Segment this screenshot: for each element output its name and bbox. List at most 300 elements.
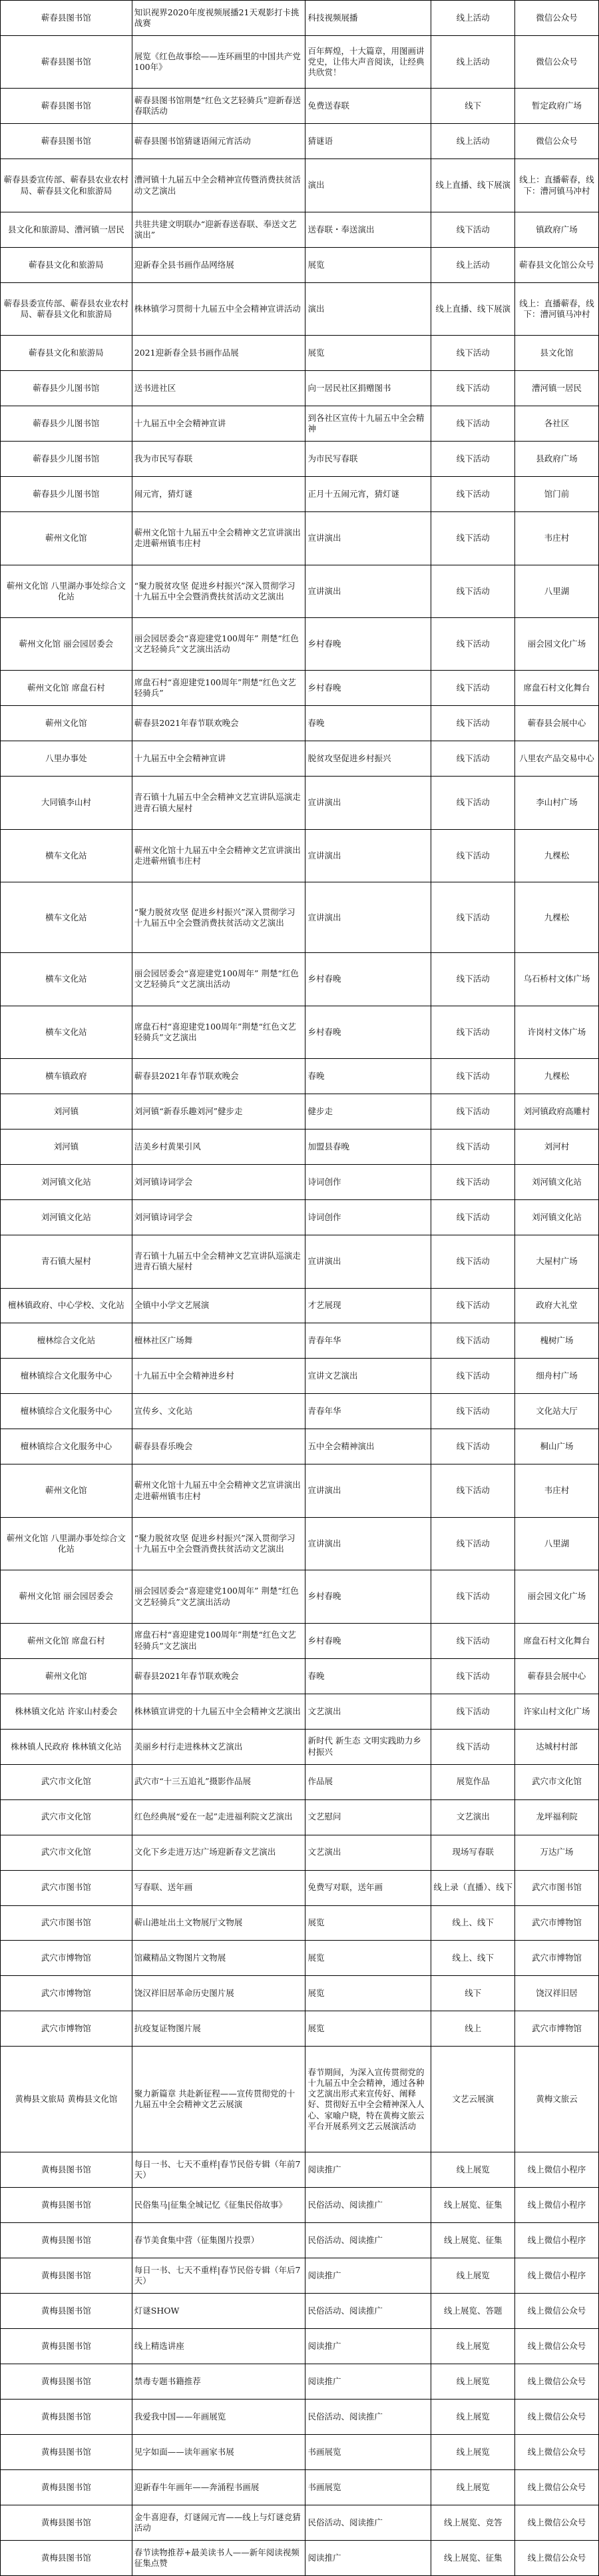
organizer-cell: 黄梅县图书馆	[1, 2435, 132, 2470]
organizer-cell: 武穴市文化馆	[1, 1765, 132, 1800]
activity-title-cell: 美丽乡村行走进株林文艺演出	[132, 1730, 306, 1765]
format-cell: 线下活动	[431, 1429, 515, 1464]
activity-title-cell: 漕河镇十九届五中全会精神宣传暨消费扶贫活动文艺演出	[132, 159, 306, 212]
venue-cell: 线上：直播蕲春，线下：漕河镇马冲村	[515, 283, 599, 336]
organizer-cell: 黄梅县图书馆	[1, 2188, 132, 2223]
venue-cell: 漕河镇一居民	[515, 371, 599, 406]
organizer-cell: 横车文化站	[1, 830, 132, 882]
format-cell: 线上活动	[431, 248, 515, 283]
content-cell: 宣讲演出	[305, 1235, 431, 1288]
activity-title-cell: 送书进社区	[132, 371, 306, 406]
activity-title-cell: 民俗集马|征集全城记忆《征集民俗故事》	[132, 2188, 306, 2223]
venue-cell: 线上微信小程序	[515, 2188, 599, 2223]
content-cell: 宣讲演出	[305, 1464, 431, 1517]
organizer-cell: 蕲春县图书馆	[1, 89, 132, 124]
venue-cell: 线上微信公众号	[515, 2470, 599, 2505]
organizer-cell: 蕲州文化馆 八里湖办事处综合文化站	[1, 565, 132, 618]
activity-title-cell: 抗疫复证物图片展	[132, 2011, 306, 2047]
activity-title-cell: 蕲春县图书馆荆楚“红色文艺轻骑兵”迎新春送春联活动	[132, 89, 306, 124]
organizer-cell: 檀林综合文化站	[1, 1323, 132, 1359]
content-cell: 青春年华	[305, 1394, 431, 1429]
content-cell: 春晚	[305, 706, 431, 741]
format-cell: 线下	[431, 1976, 515, 2011]
venue-cell: 镇政府广场	[515, 212, 599, 248]
venue-cell: 刘河镇文化站	[515, 1165, 599, 1200]
venue-cell: 刘河镇政府高雕村	[515, 1094, 599, 1129]
content-cell: 免费写对联，送年画	[305, 1871, 431, 1906]
venue-cell: 县文化馆	[515, 336, 599, 371]
content-cell: 乡村春晚	[305, 1570, 431, 1623]
content-cell: 为市民写春联	[305, 442, 431, 477]
activity-title-cell: 全镇中小学文艺展演	[132, 1289, 306, 1324]
organizer-cell: 株林镇文化站 许家山村委会	[1, 1694, 132, 1730]
venue-cell: 席盘石村文化舞台	[515, 671, 599, 706]
organizer-cell: 黄梅县文旅局 黄梅县文化馆	[1, 2047, 132, 2152]
venue-cell: 韦庄村	[515, 512, 599, 565]
organizer-cell: 刘河镇	[1, 1094, 132, 1129]
format-cell: 线下	[431, 89, 515, 124]
format-cell: 线下活动	[431, 565, 515, 618]
format-cell: 线上展览	[431, 2364, 515, 2400]
content-cell: 展览	[305, 336, 431, 371]
activity-title-cell: 蕲春县2021年春节联欢晚会	[132, 1059, 306, 1094]
organizer-cell: 蕲州文化馆 席盘石村	[1, 1624, 132, 1659]
venue-cell: 线上微信公众号	[515, 2294, 599, 2329]
activity-title-cell: 刘河镇“新春乐趣刘河”健步走	[132, 1094, 306, 1129]
organizer-cell: 横车文化站	[1, 1006, 132, 1059]
format-cell: 线下活动	[431, 1200, 515, 1235]
activity-title-cell: 武穴市“十三五追礼”摄影作品展	[132, 1765, 306, 1800]
organizer-cell: 蕲春县委宣传部、蕲春县农业农村局、蕲春县文化和旅游局	[1, 283, 132, 336]
organizer-cell: 武穴市博物馆	[1, 2011, 132, 2047]
organizer-cell: 横车镇政府	[1, 1059, 132, 1094]
organizer-cell: 蕲春县文化和旅游局	[1, 336, 132, 371]
venue-cell: 线上微信小程序	[515, 2258, 599, 2294]
activity-title-cell: 我为市民写春联	[132, 442, 306, 477]
venue-cell: 八里湖	[515, 565, 599, 618]
activity-title-cell: 每日一书、七天不重样|春节民俗专辑（年后7天）	[132, 2258, 306, 2294]
organizer-cell: 蕲州文化馆	[1, 1659, 132, 1694]
organizer-cell: 黄梅县图书馆	[1, 2329, 132, 2364]
organizer-cell: 青石镇大屋村	[1, 1235, 132, 1288]
format-cell: 现场写春联	[431, 1835, 515, 1871]
content-cell: 五中全会精神演出	[305, 1429, 431, 1464]
format-cell: 线下活动	[431, 671, 515, 706]
activity-title-cell: 蕲春县春乐晚会	[132, 1429, 306, 1464]
organizer-cell: 横车文化站	[1, 953, 132, 1006]
activity-title-cell: 青石镇十九届五中全会精神文艺宣讲队巡演走进青石镇大屋村	[132, 777, 306, 829]
activity-title-cell: 蕲州文化馆十九届五中全会精神文艺宣讲演出走进蕲州镇韦庄村	[132, 1464, 306, 1517]
content-cell: 演出	[305, 283, 431, 336]
content-cell: 民俗活动、阅读推广	[305, 2188, 431, 2223]
venue-cell: 各社区	[515, 406, 599, 442]
activity-title-cell: 金牛喜迎春，灯谜闹元宵——线上与灯谜竞猜活动	[132, 2505, 306, 2541]
venue-cell: 蕲春县会展中心	[515, 706, 599, 741]
organizer-cell: 武穴市图书馆	[1, 1906, 132, 1941]
venue-cell: 八里农产品交易中心	[515, 741, 599, 777]
format-cell: 线下活动	[431, 1165, 515, 1200]
content-cell: 民俗活动、阅读推广	[305, 2294, 431, 2329]
activity-title-cell: 共驻共建文明联办“迎新春送春联、奉送文艺演出”	[132, 212, 306, 248]
activity-title-cell: 十九届五中全会精神宣讲	[132, 741, 306, 777]
format-cell: 线上活动	[431, 36, 515, 89]
activity-title-cell: 席盘石村“喜迎建党100周年”荆楚“红色文艺轻骑兵”	[132, 671, 306, 706]
activity-title-cell: 丽会园居委会“喜迎建党100周年” 荆楚“红色文艺轻骑兵”文艺演出活动	[132, 1570, 306, 1623]
activity-title-cell: 十九届五中全会精神宣讲	[132, 406, 306, 442]
organizer-cell: 蕲春县图书馆	[1, 124, 132, 159]
activity-title-cell: 洁美乡村黄果引风	[132, 1129, 306, 1165]
organizer-cell: 黄梅县图书馆	[1, 2364, 132, 2400]
activity-title-cell: 席盘石村“喜迎建党100周年”荆楚“红色文艺轻骑兵”文艺演出	[132, 1624, 306, 1659]
venue-cell: 蕲春县文化馆公众号	[515, 248, 599, 283]
venue-cell: 刘河村	[515, 1129, 599, 1165]
format-cell: 线下活动	[431, 1059, 515, 1094]
content-cell: 青春年华	[305, 1323, 431, 1359]
format-cell: 线上展览	[431, 2400, 515, 2435]
format-cell: 线下活动	[431, 618, 515, 671]
content-cell: 阅读推广	[305, 2364, 431, 2400]
organizer-cell: 横车文化站	[1, 882, 132, 953]
format-cell: 线下活动	[431, 1730, 515, 1765]
content-cell: 诗词创作	[305, 1165, 431, 1200]
format-cell: 线上活动	[431, 1, 515, 36]
activity-title-cell: 席盘石村“喜迎建党100周年”荆楚“红色文艺轻骑兵”文艺演出	[132, 1006, 306, 1059]
activity-title-cell: 檀林社区广场舞	[132, 1323, 306, 1359]
organizer-cell: 株林镇人民政府 株林镇文化站	[1, 1730, 132, 1765]
content-cell: 乡村春晚	[305, 953, 431, 1006]
format-cell: 线下活动	[431, 1694, 515, 1730]
activity-title-cell: 丽会园居委会“喜迎建党100周年” 荆楚“红色文艺轻骑兵”文艺演出活动	[132, 953, 306, 1006]
format-cell: 线上直播、线下展演	[431, 283, 515, 336]
activity-title-cell: 宣传乡、文化站	[132, 1394, 306, 1429]
organizer-cell: 刘河镇文化站	[1, 1200, 132, 1235]
activity-title-cell: 闹元宵，猜灯谜	[132, 477, 306, 512]
format-cell: 线上展览	[431, 2470, 515, 2505]
format-cell: 线下活动	[431, 1518, 515, 1570]
content-cell: 诗词创作	[305, 1200, 431, 1235]
organizer-cell: 八里办事处	[1, 741, 132, 777]
organizer-cell: 武穴市图书馆	[1, 1871, 132, 1906]
content-cell: 民俗活动、阅读推广	[305, 2400, 431, 2435]
activity-title-cell: 春节读物推荐+最美读书人——新年阅读视频征集点赞	[132, 2541, 306, 2576]
content-cell: 展览	[305, 2011, 431, 2047]
content-cell: 展览	[305, 1976, 431, 2011]
venue-cell: 饶汉祥旧居	[515, 1976, 599, 2011]
venue-cell: 九棵松	[515, 830, 599, 882]
organizer-cell: 蕲州文化馆 八里湖办事处综合文化站	[1, 1518, 132, 1570]
organizer-cell: 蕲州文化馆	[1, 512, 132, 565]
organizer-cell: 檀林镇综合文化服务中心	[1, 1394, 132, 1429]
venue-cell: 线上微信公众号	[515, 2541, 599, 2576]
format-cell: 文艺演出	[431, 1800, 515, 1835]
content-cell: 乡村春晚	[305, 1624, 431, 1659]
content-cell: 科技视频展播	[305, 1, 431, 36]
content-cell: 展览	[305, 248, 431, 283]
organizer-cell: 黄梅县图书馆	[1, 2470, 132, 2505]
activity-title-cell: 见字如面——读年画家书展	[132, 2435, 306, 2470]
activity-title-cell: 2021迎新春全县书画作品展	[132, 336, 306, 371]
venue-cell: 许家山村文化广场	[515, 1694, 599, 1730]
venue-cell: 微信公众号	[515, 124, 599, 159]
venue-cell: 桐山广场	[515, 1429, 599, 1464]
format-cell: 线上展览	[431, 2258, 515, 2294]
organizer-cell: 武穴市文化馆	[1, 1835, 132, 1871]
content-cell: 书画展览	[305, 2470, 431, 2505]
organizer-cell: 蕲春县少儿图书馆	[1, 442, 132, 477]
content-cell: 乡村春晚	[305, 671, 431, 706]
format-cell: 线下活动	[431, 953, 515, 1006]
venue-cell: 武穴市文化馆	[515, 1765, 599, 1800]
format-cell: 线下活动	[431, 1289, 515, 1324]
activity-title-cell: 文化下乡走进万达广场迎新春文艺演出	[132, 1835, 306, 1871]
venue-cell: 龙坪福利院	[515, 1800, 599, 1835]
organizer-cell: 蕲州文化馆	[1, 1464, 132, 1517]
organizer-cell: 檀林镇综合文化服务中心	[1, 1359, 132, 1394]
format-cell: 线上展览	[431, 2152, 515, 2188]
format-cell: 线上展览、竞答	[431, 2505, 515, 2541]
activity-title-cell: 蕲春县图书馆猜谜语闹元宵活动	[132, 124, 306, 159]
activity-title-cell: 青石镇十九届五中全会精神文艺宣讲队巡演走进青石镇大屋村	[132, 1235, 306, 1288]
format-cell: 线下活动	[431, 1323, 515, 1359]
venue-cell: 馆门前	[515, 477, 599, 512]
venue-cell: 槐树广场	[515, 1323, 599, 1359]
content-cell: 乡村春晚	[305, 618, 431, 671]
organizer-cell: 蕲春县文化和旅游局	[1, 248, 132, 283]
venue-cell: 微信公众号	[515, 36, 599, 89]
activity-title-cell: 株林镇宣讲党的十九届五中全会精神文艺演出	[132, 1694, 306, 1730]
format-cell: 线下活动	[431, 1570, 515, 1623]
format-cell: 线下活动	[431, 1129, 515, 1165]
content-cell: 脱贫攻坚促进乡村振兴	[305, 741, 431, 777]
format-cell: 线下活动	[431, 1235, 515, 1288]
venue-cell: 席盘石村文化舞台	[515, 1624, 599, 1659]
activity-title-cell: 蕲州文化馆十九届五中全会精神文艺宣讲演出走进蕲州镇韦庄村	[132, 512, 306, 565]
venue-cell: 丽会园文化广场	[515, 618, 599, 671]
activity-title-cell: 写春联、送年画	[132, 1871, 306, 1906]
venue-cell: 武穴市博物馆	[515, 1906, 599, 1941]
venue-cell: 武穴市博物馆	[515, 1941, 599, 1976]
organizer-cell: 黄梅县图书馆	[1, 2400, 132, 2435]
format-cell: 线下活动	[431, 1006, 515, 1059]
content-cell: 到各社区宣传十九届五中全会精神	[305, 406, 431, 442]
activity-title-cell: 迎新春牛年画年——奔涌程书画展	[132, 2470, 306, 2505]
format-cell: 线下活动	[431, 777, 515, 829]
venue-cell: 许岗村文体广场	[515, 1006, 599, 1059]
activity-title-cell: 馆藏精品文物图片文物展	[132, 1941, 306, 1976]
activity-title-cell: 每日一书、七天不重样|春节民俗专辑（年前7天）	[132, 2152, 306, 2188]
content-cell: 文艺演出	[305, 1835, 431, 1871]
content-cell: 宣讲演出	[305, 882, 431, 953]
content-cell: 阅读推广	[305, 2541, 431, 2576]
venue-cell: 大屋村广场	[515, 1235, 599, 1288]
content-cell: 送春联・奉送演出	[305, 212, 431, 248]
content-cell: 向一居民社区捐赠图书	[305, 371, 431, 406]
content-cell: 作品展	[305, 1765, 431, 1800]
content-cell: 文艺演出	[305, 1694, 431, 1730]
content-cell: 宣讲演出	[305, 830, 431, 882]
venue-cell: 韦庄村	[515, 1464, 599, 1517]
venue-cell: 政府大礼堂	[515, 1289, 599, 1324]
venue-cell: 线上微信公众号	[515, 2505, 599, 2541]
venue-cell: 九棵松	[515, 1059, 599, 1094]
organizer-cell: 蕲春县委宣传部、蕲春县农业农村局、蕲春县文化和旅游局	[1, 159, 132, 212]
organizer-cell: 刘河镇文化站	[1, 1165, 132, 1200]
format-cell: 线上展览、答题	[431, 2294, 515, 2329]
content-cell: 健步走	[305, 1094, 431, 1129]
venue-cell: 县政府广场	[515, 442, 599, 477]
format-cell: 线上展览	[431, 2435, 515, 2470]
venue-cell: 暂定政府广场	[515, 89, 599, 124]
activity-title-cell: 蕲山港址出土文物展厅文物展	[132, 1906, 306, 1941]
content-cell: 宣讲演出	[305, 777, 431, 829]
format-cell: 线下活动	[431, 1659, 515, 1694]
format-cell: 线上展览	[431, 2329, 515, 2364]
activity-title-cell: 红色经典展“爱在一起”走进福利院文艺演出	[132, 1800, 306, 1835]
venue-cell: 九棵松	[515, 882, 599, 953]
venue-cell: 文化站大厅	[515, 1394, 599, 1429]
format-cell: 线下活动	[431, 442, 515, 477]
organizer-cell: 蕲春县少儿图书馆	[1, 477, 132, 512]
content-cell: 才艺展现	[305, 1289, 431, 1324]
format-cell: 线下活动	[431, 477, 515, 512]
organizer-cell: 檀林镇综合文化服务中心	[1, 1429, 132, 1464]
venue-cell: 八里湖	[515, 1518, 599, 1570]
venue-cell: 细舟村广场	[515, 1359, 599, 1394]
venue-cell: 线上微信公众号	[515, 2435, 599, 2470]
organizer-cell: 蕲州文化馆 丽会园居委会	[1, 618, 132, 671]
venue-cell: 武穴市博物馆	[515, 2011, 599, 2047]
format-cell: 线下活动	[431, 882, 515, 953]
activity-title-cell: “聚力脱贫攻坚 促进乡村振兴”深入贯彻学习十九届五中全会暨消费扶贫活动文艺演出	[132, 565, 306, 618]
organizer-cell: 黄梅县图书馆	[1, 2541, 132, 2576]
venue-cell: 蕲春县会展中心	[515, 1659, 599, 1694]
content-cell: 阅读推广	[305, 2258, 431, 2294]
activity-title-cell: 刘河镇诗词学会	[132, 1165, 306, 1200]
activity-title-cell: 蕲春县2021年春节联欢晚会	[132, 706, 306, 741]
activity-title-cell: 知识视界2020年度视频展播21天观影打卡挑战赛	[132, 1, 306, 36]
content-cell: 宣讲演出	[305, 512, 431, 565]
activity-title-cell: 蕲春县2021年春节联欢晚会	[132, 1659, 306, 1694]
organizer-cell: 武穴市文化馆	[1, 1800, 132, 1835]
content-cell: 新时代 新生态 文明实践助力乡村振兴	[305, 1730, 431, 1765]
organizer-cell: 蕲春县图书馆	[1, 36, 132, 89]
content-cell: 春晚	[305, 1059, 431, 1094]
organizer-cell: 黄梅县图书馆	[1, 2294, 132, 2329]
organizer-cell: 黄梅县图书馆	[1, 2505, 132, 2541]
organizer-cell: 黄梅县图书馆	[1, 2258, 132, 2294]
activity-title-cell: 刘河镇诗词学会	[132, 1200, 306, 1235]
organizer-cell: 黄梅县图书馆	[1, 2152, 132, 2188]
activity-title-cell: 蕲州文化馆十九届五中全会精神文艺宣讲演出走进蕲州镇韦庄村	[132, 830, 306, 882]
format-cell: 线上、线下	[431, 1906, 515, 1941]
content-cell: 百年辉煌，十大篇章，用图画讲党史，让伟大声音阅读，让经典共欣赏！	[305, 36, 431, 89]
content-cell: 猜谜语	[305, 124, 431, 159]
content-cell: 展览	[305, 1906, 431, 1941]
organizer-cell: 蕲春县图书馆	[1, 1, 132, 36]
format-cell: 线下活动	[431, 1094, 515, 1129]
activity-title-cell: 展览《红色故事绘——连环画里的中国共产党100年》	[132, 36, 306, 89]
venue-cell: 线上微信公众号	[515, 2329, 599, 2364]
format-cell: 线上	[431, 2011, 515, 2047]
content-cell: 免费送春联	[305, 89, 431, 124]
organizer-cell: 武穴市博物馆	[1, 1976, 132, 2011]
activity-title-cell: 灯谜SHOW	[132, 2294, 306, 2329]
activity-title-cell: 禁毒专题书籍推荐	[132, 2364, 306, 2400]
content-cell: 展览	[305, 1941, 431, 1976]
format-cell: 线上直播、线下展演	[431, 159, 515, 212]
activity-title-cell: 迎新春全县书画作品网络展	[132, 248, 306, 283]
content-cell: 阅读推广	[305, 2329, 431, 2364]
format-cell: 线下活动	[431, 1359, 515, 1394]
venue-cell: 线上微信公众号	[515, 2400, 599, 2435]
venue-cell: 万达广场	[515, 1835, 599, 1871]
venue-cell: 李山村广场	[515, 777, 599, 829]
organizer-cell: 蕲春县少儿图书馆	[1, 406, 132, 442]
content-cell: 书画展览	[305, 2435, 431, 2470]
organizer-cell: 蕲州文化馆	[1, 706, 132, 741]
content-cell: 春节期间，为深入宣传贯彻党的十九届五中全会精神，通过各种文艺演出形式来宣传好、阐释好、贯彻好五中全会精神深入人心、家喻户晓，特在黄梅文旅云平台开展系列文艺云展演活动	[305, 2047, 431, 2152]
format-cell: 线下活动	[431, 741, 515, 777]
content-cell: 民俗活动、阅读推广	[305, 2223, 431, 2258]
format-cell: 线下活动	[431, 406, 515, 442]
activity-title-cell: 线上精选讲座	[132, 2329, 306, 2364]
organizer-cell: 蕲州文化馆 丽会园居委会	[1, 1570, 132, 1623]
venue-cell: 乌石桥村文体广场	[515, 953, 599, 1006]
venue-cell: 线上：直播蕲春，线下：漕河镇马冲村	[515, 159, 599, 212]
content-cell: 演出	[305, 159, 431, 212]
content-cell: 正月十五闹元宵，猜灯谜	[305, 477, 431, 512]
format-cell: 线下活动	[431, 336, 515, 371]
content-cell: 加盟县春晚	[305, 1129, 431, 1165]
venue-cell: 刘河镇文化站	[515, 1200, 599, 1235]
format-cell: 线上录（直播）、线下	[431, 1871, 515, 1906]
venue-cell: 线上微信公众号	[515, 2364, 599, 2400]
activity-title-cell: “聚力脱贫攻坚 促进乡村振兴”深入贯彻学习十九届五中全会暨消费扶贫活动文艺演出	[132, 1518, 306, 1570]
venue-cell: 达城村村部	[515, 1730, 599, 1765]
organizer-cell: 檀林镇政府、中心学校、文化站	[1, 1289, 132, 1324]
format-cell: 展览作品	[431, 1765, 515, 1800]
content-cell: 宣讲演出	[305, 1518, 431, 1570]
organizer-cell: 黄梅县图书馆	[1, 2223, 132, 2258]
organizer-cell: 蕲州文化馆 席盘石村	[1, 671, 132, 706]
activity-title-cell: 春节美食集中营（征集图片投票）	[132, 2223, 306, 2258]
organizer-cell: 县文化和旅游局、漕河镇一居民	[1, 212, 132, 248]
activity-title-cell: 聚力新篇章 共赴新征程——宣传贯彻党的十九届五中全会精神文艺云展演	[132, 2047, 306, 2152]
content-cell: 阅读推广	[305, 2152, 431, 2188]
activity-title-cell: 饶汉祥旧居革命历史图片展	[132, 1976, 306, 2011]
content-cell: 春晚	[305, 1659, 431, 1694]
content-cell: 宣讲演出	[305, 565, 431, 618]
activity-title-cell: 丽会园居委会“喜迎建党100周年” 荆楚“红色文艺轻骑兵”文艺演出活动	[132, 618, 306, 671]
venue-cell: 微信公众号	[515, 1, 599, 36]
venue-cell: 黄梅文旅云	[515, 2047, 599, 2152]
content-cell: 乡村春晚	[305, 1006, 431, 1059]
content-cell: 民俗活动、阅读推广	[305, 2505, 431, 2541]
venue-cell: 线上微信小程序	[515, 2223, 599, 2258]
venue-cell: 丽会园文化广场	[515, 1570, 599, 1623]
content-cell: 宣讲文艺演出	[305, 1359, 431, 1394]
format-cell: 线下活动	[431, 706, 515, 741]
activity-title-cell: 十九届五中全会精神进乡村	[132, 1359, 306, 1394]
format-cell: 线下活动	[431, 371, 515, 406]
format-cell: 线下活动	[431, 1394, 515, 1429]
format-cell: 线上展览、征集	[431, 2188, 515, 2223]
venue-cell: 线上微信小程序	[515, 2152, 599, 2188]
format-cell: 线上、线下	[431, 1941, 515, 1976]
activity-title-cell: “聚力脱贫攻坚 促进乡村振兴”深入贯彻学习十九届五中全会暨消费扶贫活动文艺演出	[132, 882, 306, 953]
activity-title-cell: 我爱我中国——年画展览	[132, 2400, 306, 2435]
organizer-cell: 武穴市博物馆	[1, 1941, 132, 1976]
